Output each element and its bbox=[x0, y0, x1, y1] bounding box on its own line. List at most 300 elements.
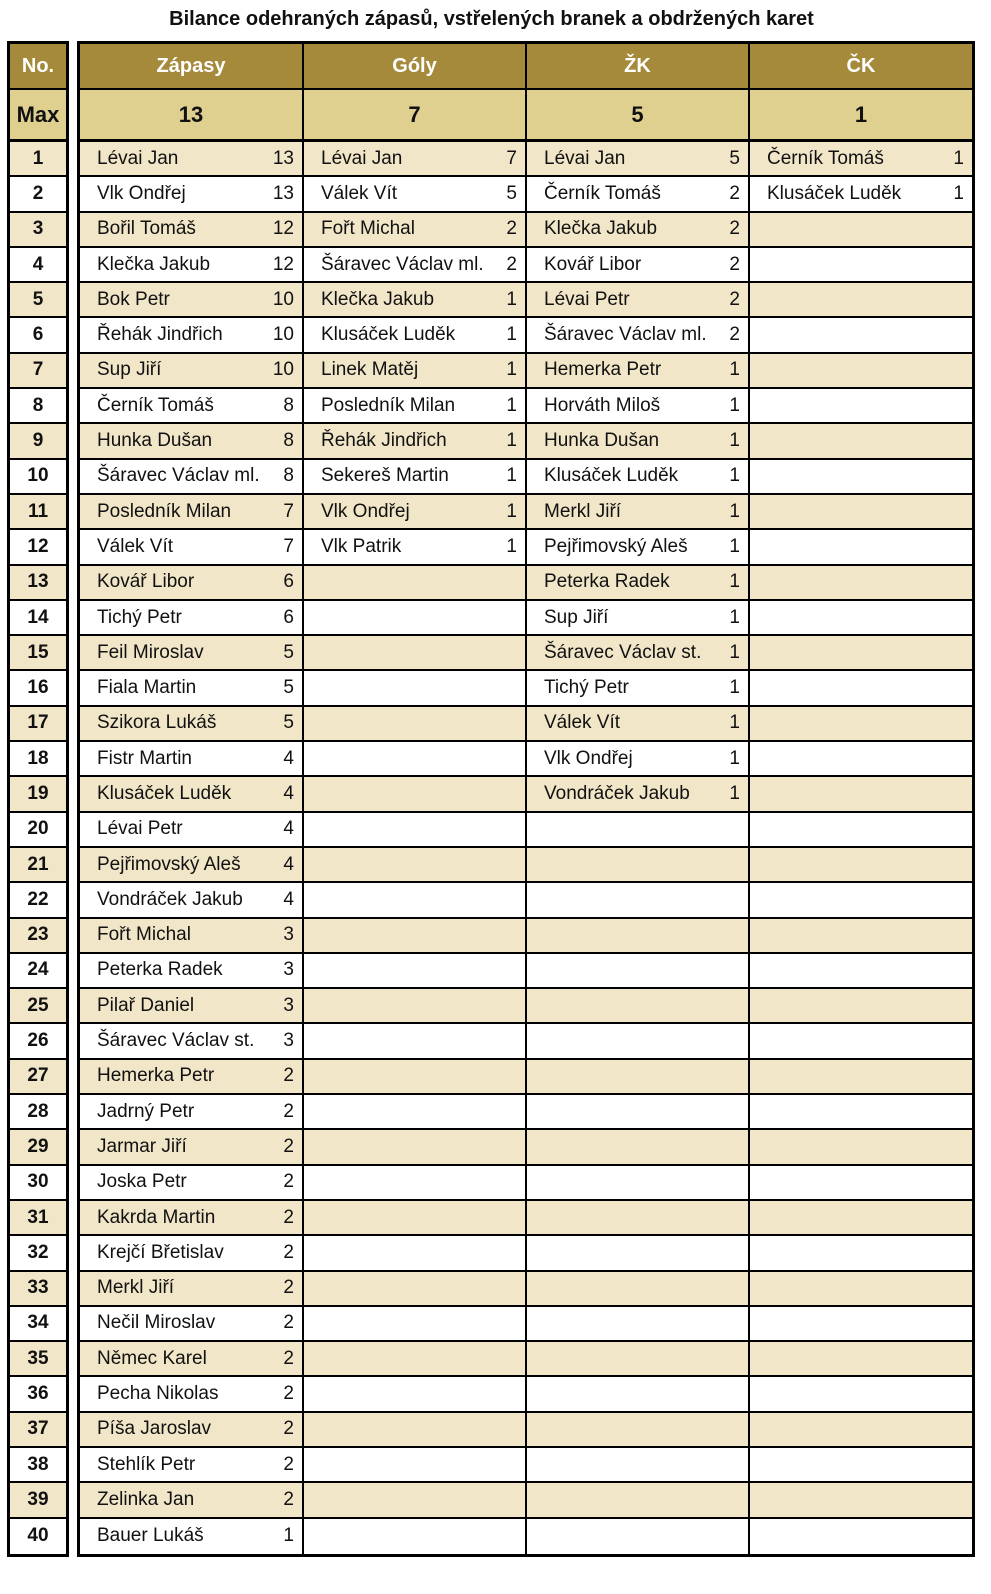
zapasy-player-name: Peterka Radek bbox=[97, 959, 223, 981]
zapasy-count: 2 bbox=[283, 1065, 294, 1087]
zapasy-cell bbox=[80, 1413, 304, 1446]
zk-cell bbox=[527, 742, 750, 775]
goly-player-name: Linek Matěj bbox=[321, 359, 419, 381]
table-row bbox=[80, 954, 972, 989]
zk-cell bbox=[527, 1448, 750, 1481]
ck-cell bbox=[750, 707, 972, 740]
zapasy-cell bbox=[80, 318, 304, 351]
ck-cell bbox=[750, 566, 972, 599]
zk-cell bbox=[527, 777, 750, 810]
row-number: 32 bbox=[27, 1241, 49, 1263]
number-row bbox=[10, 989, 66, 1024]
zapasy-count: 2 bbox=[283, 1241, 294, 1263]
zk-player-name: Vlk Ondřej bbox=[544, 747, 633, 769]
goly-cell bbox=[304, 954, 527, 987]
zapasy-player-name: Posledník Milan bbox=[97, 500, 232, 522]
goly-cell bbox=[304, 1024, 527, 1057]
zapasy-player-name: Fořt Michal bbox=[97, 924, 191, 946]
goly-cell bbox=[304, 495, 527, 528]
goly-cell bbox=[304, 1342, 527, 1375]
zapasy-count: 8 bbox=[283, 430, 294, 452]
row-number: 39 bbox=[27, 1488, 49, 1510]
table-row bbox=[80, 848, 972, 883]
goly-count: 2 bbox=[506, 253, 517, 275]
goly-count: 1 bbox=[506, 359, 517, 381]
ck-cell bbox=[750, 1448, 972, 1481]
zapasy-player-name: Šáravec Václav st. bbox=[97, 1030, 255, 1052]
zk-count: 1 bbox=[729, 359, 740, 381]
number-row bbox=[10, 1060, 66, 1095]
zk-cell bbox=[527, 813, 750, 846]
table-row bbox=[80, 1519, 972, 1554]
zk-cell bbox=[527, 1483, 750, 1516]
ck-cell bbox=[750, 1024, 972, 1057]
zapasy-count: 2 bbox=[283, 1277, 294, 1299]
zapasy-player-name: Válek Vít bbox=[97, 535, 174, 557]
number-row bbox=[10, 883, 66, 918]
zapasy-cell bbox=[80, 1130, 304, 1163]
ck-cell bbox=[750, 1130, 972, 1163]
zapasy-cell bbox=[80, 1307, 304, 1340]
goly-cell bbox=[304, 1483, 527, 1516]
goly-cell bbox=[304, 1166, 527, 1199]
stats-table-body bbox=[80, 142, 972, 1554]
ck-cell bbox=[750, 848, 972, 881]
zk-cell bbox=[527, 354, 750, 387]
zapasy-cell bbox=[80, 424, 304, 457]
table-row bbox=[80, 1272, 972, 1307]
zapasy-cell bbox=[80, 142, 304, 175]
goly-cell bbox=[304, 707, 527, 740]
goly-count: 7 bbox=[506, 147, 517, 169]
table-row bbox=[80, 1130, 972, 1165]
zk-cell bbox=[527, 318, 750, 351]
row-number: 19 bbox=[27, 782, 49, 804]
goly-cell bbox=[304, 1095, 527, 1128]
zk-count: 2 bbox=[729, 218, 740, 240]
table-row bbox=[80, 883, 972, 918]
goly-player-name: Klusáček Luděk bbox=[321, 324, 456, 346]
zk-player-name: Hemerka Petr bbox=[544, 359, 662, 381]
table-row bbox=[80, 283, 972, 318]
row-number: 38 bbox=[27, 1453, 49, 1475]
zk-player-name: Vondráček Jakub bbox=[544, 782, 690, 804]
row-number: 36 bbox=[27, 1383, 49, 1405]
number-row bbox=[10, 707, 66, 742]
page-title: Bilance odehraných zápasů, vstřelených branek a obdržených karet bbox=[169, 8, 814, 30]
goly-cell bbox=[304, 283, 527, 316]
zapasy-count: 6 bbox=[283, 571, 294, 593]
zk-player-name: Šáravec Václav ml. bbox=[544, 324, 707, 346]
number-row bbox=[10, 1448, 66, 1483]
goly-cell bbox=[304, 1272, 527, 1305]
max-zapasy: 13 bbox=[80, 90, 304, 139]
zapasy-cell bbox=[80, 954, 304, 987]
zk-cell bbox=[527, 1166, 750, 1199]
zk-count: 1 bbox=[729, 430, 740, 452]
zapasy-cell bbox=[80, 530, 304, 563]
table-row bbox=[80, 1166, 972, 1201]
row-number: 25 bbox=[27, 994, 49, 1016]
ck-cell bbox=[750, 248, 972, 281]
number-row bbox=[10, 389, 66, 424]
zk-cell bbox=[527, 671, 750, 704]
zapasy-count: 2 bbox=[283, 1100, 294, 1122]
row-number: 17 bbox=[27, 712, 49, 734]
zapasy-count: 5 bbox=[283, 712, 294, 734]
zapasy-player-name: Krejčí Břetislav bbox=[97, 1241, 224, 1263]
number-row bbox=[10, 566, 66, 601]
header-zapasy: Zápasy bbox=[80, 44, 304, 88]
zk-player-name: Válek Vít bbox=[544, 712, 621, 734]
goly-cell bbox=[304, 989, 527, 1022]
zk-player-name: Horváth Miloš bbox=[544, 394, 661, 416]
table-row bbox=[80, 671, 972, 706]
goly-cell bbox=[304, 424, 527, 457]
zk-count: 1 bbox=[729, 465, 740, 487]
zapasy-count: 4 bbox=[283, 853, 294, 875]
stats-max-row bbox=[80, 90, 972, 142]
row-number: 37 bbox=[27, 1418, 49, 1440]
table-row bbox=[80, 989, 972, 1024]
table-row bbox=[80, 813, 972, 848]
goly-cell bbox=[304, 460, 527, 493]
number-row bbox=[10, 530, 66, 565]
number-row bbox=[10, 1307, 66, 1342]
zapasy-player-name: Černík Tomáš bbox=[97, 394, 214, 416]
table-row bbox=[80, 424, 972, 459]
ck-count: 1 bbox=[953, 182, 964, 204]
zapasy-cell bbox=[80, 1377, 304, 1410]
zk-cell bbox=[527, 601, 750, 634]
zk-cell bbox=[527, 707, 750, 740]
ck-cell bbox=[750, 424, 972, 457]
zapasy-count: 3 bbox=[283, 924, 294, 946]
zapasy-cell bbox=[80, 566, 304, 599]
zapasy-count: 2 bbox=[283, 1383, 294, 1405]
zapasy-cell bbox=[80, 1236, 304, 1269]
zapasy-player-name: Jarmar Jiří bbox=[97, 1135, 187, 1157]
zapasy-cell bbox=[80, 1342, 304, 1375]
number-row bbox=[10, 1342, 66, 1377]
header-goly: Góly bbox=[304, 44, 527, 88]
goly-cell bbox=[304, 883, 527, 916]
row-number: 10 bbox=[27, 465, 49, 487]
zapasy-cell bbox=[80, 460, 304, 493]
number-row bbox=[10, 424, 66, 459]
zk-cell bbox=[527, 495, 750, 528]
zapasy-cell bbox=[80, 1272, 304, 1305]
zapasy-cell bbox=[80, 848, 304, 881]
zk-player-name: Černík Tomáš bbox=[544, 182, 661, 204]
goly-cell bbox=[304, 1307, 527, 1340]
ck-player-name: Klusáček Luděk bbox=[767, 182, 902, 204]
table-row bbox=[80, 354, 972, 389]
number-row bbox=[10, 1024, 66, 1059]
row-number: 29 bbox=[27, 1135, 49, 1157]
zapasy-player-name: Fistr Martin bbox=[97, 747, 192, 769]
zk-count: 5 bbox=[729, 147, 740, 169]
row-number: 4 bbox=[32, 253, 44, 275]
ck-cell bbox=[750, 530, 972, 563]
ck-cell bbox=[750, 883, 972, 916]
table-row bbox=[80, 389, 972, 424]
max-ck: 1 bbox=[854, 101, 868, 127]
row-number: 15 bbox=[27, 641, 49, 663]
zapasy-cell bbox=[80, 1060, 304, 1093]
goly-cell bbox=[304, 813, 527, 846]
zapasy-count: 7 bbox=[283, 500, 294, 522]
row-number: 31 bbox=[27, 1206, 49, 1228]
zapasy-count: 5 bbox=[283, 677, 294, 699]
zapasy-cell bbox=[80, 777, 304, 810]
zapasy-cell bbox=[80, 601, 304, 634]
zk-cell bbox=[527, 389, 750, 422]
table-row bbox=[80, 601, 972, 636]
zapasy-count: 2 bbox=[283, 1171, 294, 1193]
goly-cell bbox=[304, 566, 527, 599]
number-row bbox=[10, 636, 66, 671]
number-row bbox=[10, 1272, 66, 1307]
zk-cell bbox=[527, 177, 750, 210]
number-row bbox=[10, 354, 66, 389]
zapasy-count: 5 bbox=[283, 641, 294, 663]
zapasy-count: 2 bbox=[283, 1418, 294, 1440]
zapasy-player-name: Pejřimovský Aleš bbox=[97, 853, 241, 875]
zk-count: 2 bbox=[729, 182, 740, 204]
table-row bbox=[80, 248, 972, 283]
zk-cell bbox=[527, 248, 750, 281]
number-row bbox=[10, 248, 66, 283]
zapasy-count: 4 bbox=[283, 818, 294, 840]
zk-count: 2 bbox=[729, 288, 740, 310]
goly-cell bbox=[304, 742, 527, 775]
zapasy-cell bbox=[80, 177, 304, 210]
goly-cell bbox=[304, 1236, 527, 1269]
ck-cell bbox=[750, 1236, 972, 1269]
zk-cell bbox=[527, 1024, 750, 1057]
zk-cell bbox=[527, 142, 750, 175]
zapasy-cell bbox=[80, 495, 304, 528]
row-number: 3 bbox=[32, 218, 44, 240]
zk-cell bbox=[527, 883, 750, 916]
number-header-row bbox=[10, 44, 66, 90]
row-number: 20 bbox=[27, 818, 49, 840]
ck-cell bbox=[750, 777, 972, 810]
goly-player-name: Řehák Jindřich bbox=[321, 430, 447, 452]
zapasy-count: 3 bbox=[283, 1030, 294, 1052]
zapasy-cell bbox=[80, 213, 304, 246]
ck-cell bbox=[750, 1519, 972, 1554]
goly-cell bbox=[304, 213, 527, 246]
zk-cell bbox=[527, 283, 750, 316]
zapasy-player-name: Pecha Nikolas bbox=[97, 1383, 219, 1405]
goly-player-name: Šáravec Václav ml. bbox=[321, 253, 484, 275]
zapasy-player-name: Klusáček Luděk bbox=[97, 782, 232, 804]
zapasy-player-name: Lévai Jan bbox=[97, 147, 179, 169]
ck-cell bbox=[750, 495, 972, 528]
goly-cell bbox=[304, 777, 527, 810]
number-row bbox=[10, 213, 66, 248]
zapasy-cell bbox=[80, 1519, 304, 1554]
goly-player-name: Vlk Ondřej bbox=[321, 500, 410, 522]
max-zk: 5 bbox=[527, 90, 750, 139]
zapasy-count: 4 bbox=[283, 747, 294, 769]
zk-cell bbox=[527, 989, 750, 1022]
zapasy-player-name: Fiala Martin bbox=[97, 677, 197, 699]
max-label: Max bbox=[16, 101, 60, 127]
ck-cell bbox=[750, 919, 972, 952]
zapasy-cell bbox=[80, 636, 304, 669]
ck-cell bbox=[750, 671, 972, 704]
table-row bbox=[80, 460, 972, 495]
row-number: 23 bbox=[27, 924, 49, 946]
table-row bbox=[80, 1201, 972, 1236]
goly-count: 1 bbox=[506, 430, 517, 452]
zapasy-cell bbox=[80, 707, 304, 740]
number-header: No. bbox=[21, 54, 55, 77]
zapasy-cell bbox=[80, 1483, 304, 1516]
zapasy-count: 12 bbox=[272, 253, 294, 275]
zk-cell bbox=[527, 530, 750, 563]
zapasy-player-name: Hunka Dušan bbox=[97, 430, 213, 452]
ck-cell bbox=[750, 1166, 972, 1199]
row-number: 9 bbox=[32, 430, 44, 452]
zk-cell bbox=[527, 460, 750, 493]
ck-cell bbox=[750, 283, 972, 316]
zk-player-name: Kovář Libor bbox=[544, 253, 642, 275]
row-number: 14 bbox=[27, 606, 49, 628]
zapasy-player-name: Klečka Jakub bbox=[97, 253, 211, 275]
ck-player-name: Černík Tomáš bbox=[767, 147, 884, 169]
number-row bbox=[10, 177, 66, 212]
table-row bbox=[80, 495, 972, 530]
zapasy-cell bbox=[80, 1024, 304, 1057]
zk-count: 1 bbox=[729, 747, 740, 769]
zapasy-count: 8 bbox=[283, 394, 294, 416]
zapasy-player-name: Lévai Petr bbox=[97, 818, 183, 840]
zapasy-count: 3 bbox=[283, 994, 294, 1016]
zapasy-cell bbox=[80, 1166, 304, 1199]
goly-cell bbox=[304, 848, 527, 881]
zk-count: 1 bbox=[729, 606, 740, 628]
table-row bbox=[80, 1095, 972, 1130]
zapasy-player-name: Szikora Lukáš bbox=[97, 712, 217, 734]
stats-table bbox=[77, 41, 975, 1557]
zapasy-count: 10 bbox=[272, 288, 294, 310]
goly-cell bbox=[304, 919, 527, 952]
zapasy-player-name: Zelinka Jan bbox=[97, 1488, 195, 1510]
ck-cell bbox=[750, 989, 972, 1022]
number-row bbox=[10, 1130, 66, 1165]
zapasy-count: 13 bbox=[272, 182, 294, 204]
zapasy-count: 12 bbox=[272, 218, 294, 240]
row-number: 13 bbox=[27, 571, 49, 593]
zapasy-count: 3 bbox=[283, 959, 294, 981]
goly-cell bbox=[304, 1130, 527, 1163]
zapasy-player-name: Tichý Petr bbox=[97, 606, 182, 628]
zapasy-cell bbox=[80, 883, 304, 916]
ck-cell bbox=[750, 1342, 972, 1375]
number-max-row bbox=[10, 90, 66, 142]
zk-cell bbox=[527, 1236, 750, 1269]
table-row bbox=[80, 213, 972, 248]
zk-count: 1 bbox=[729, 571, 740, 593]
header-ck: ČK bbox=[846, 54, 876, 77]
zk-player-name: Klusáček Luděk bbox=[544, 465, 679, 487]
ck-cell bbox=[750, 1095, 972, 1128]
row-number: 11 bbox=[27, 500, 49, 522]
row-number: 34 bbox=[27, 1312, 49, 1334]
ck-cell bbox=[750, 1483, 972, 1516]
zapasy-player-name: Řehák Jindřich bbox=[97, 324, 223, 346]
ck-cell bbox=[750, 636, 972, 669]
ck-cell bbox=[750, 813, 972, 846]
goly-cell bbox=[304, 1377, 527, 1410]
number-row bbox=[10, 495, 66, 530]
ck-cell bbox=[750, 1201, 972, 1234]
zk-player-name: Klečka Jakub bbox=[544, 218, 658, 240]
goly-cell bbox=[304, 1448, 527, 1481]
table-row bbox=[80, 566, 972, 601]
zk-player-name: Tichý Petr bbox=[544, 677, 629, 699]
number-row bbox=[10, 460, 66, 495]
table-row bbox=[80, 1448, 972, 1483]
table-row bbox=[80, 530, 972, 565]
zapasy-cell bbox=[80, 1095, 304, 1128]
zapasy-player-name: Němec Karel bbox=[97, 1347, 207, 1369]
zapasy-count: 2 bbox=[283, 1488, 294, 1510]
row-number: 24 bbox=[27, 959, 49, 981]
number-row bbox=[10, 777, 66, 812]
zapasy-cell bbox=[80, 1448, 304, 1481]
zapasy-cell bbox=[80, 248, 304, 281]
zapasy-cell bbox=[80, 389, 304, 422]
zapasy-count: 7 bbox=[283, 535, 294, 557]
zapasy-player-name: Bok Petr bbox=[97, 288, 170, 310]
zapasy-count: 13 bbox=[272, 147, 294, 169]
number-row bbox=[10, 671, 66, 706]
ck-cell bbox=[750, 460, 972, 493]
number-row bbox=[10, 1166, 66, 1201]
goly-cell bbox=[304, 1201, 527, 1234]
zapasy-player-name: Merkl Jiří bbox=[97, 1277, 175, 1299]
zapasy-player-name: Šáravec Václav ml. bbox=[97, 465, 260, 487]
zk-cell bbox=[527, 213, 750, 246]
zk-count: 1 bbox=[729, 641, 740, 663]
goly-count: 2 bbox=[506, 218, 517, 240]
ck-cell bbox=[750, 177, 972, 210]
zk-cell bbox=[527, 919, 750, 952]
number-row bbox=[10, 1519, 66, 1554]
zk-cell bbox=[527, 1060, 750, 1093]
table-row bbox=[80, 707, 972, 742]
row-number: 5 bbox=[32, 288, 44, 310]
table-row bbox=[80, 177, 972, 212]
ck-cell bbox=[750, 318, 972, 351]
number-column-body bbox=[10, 142, 66, 1554]
ck-cell bbox=[750, 1413, 972, 1446]
goly-count: 1 bbox=[506, 394, 517, 416]
row-number: 35 bbox=[27, 1347, 49, 1369]
zk-player-name: Lévai Jan bbox=[544, 147, 626, 169]
zk-cell bbox=[527, 1272, 750, 1305]
table-row bbox=[80, 1342, 972, 1377]
stats-header-row bbox=[80, 44, 972, 90]
ck-cell bbox=[750, 954, 972, 987]
zapasy-count: 2 bbox=[283, 1135, 294, 1157]
zapasy-cell bbox=[80, 283, 304, 316]
